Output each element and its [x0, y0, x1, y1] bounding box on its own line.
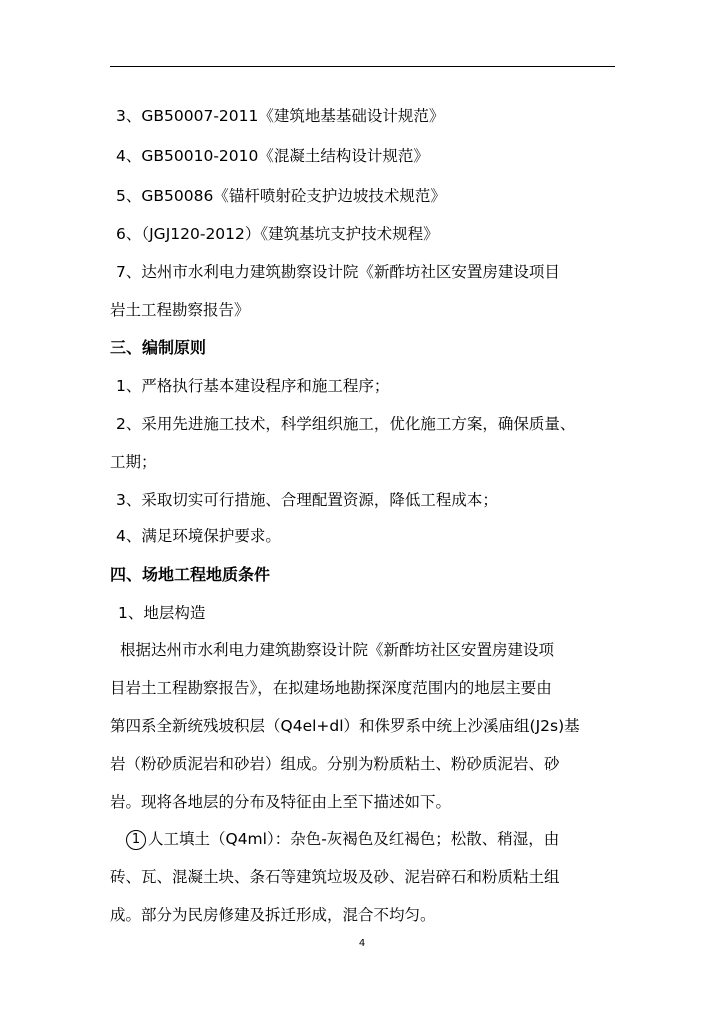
paragraph-line: 岩。现将各地层的分布及特征由上至下描述如下。 — [110, 793, 452, 811]
principle-item-4: 4、满足环境保护要求。 — [116, 527, 281, 545]
reference-item-3: 3、GB50007-2011《建筑地基基础设计规范》 — [116, 107, 445, 125]
principle-item-1: 1、严格执行基本建设程序和施工程序； — [116, 377, 390, 395]
paragraph-line: 根据达州市水利电力建筑勘察设计院《新酢坊社区安置房建设项 — [120, 641, 555, 659]
stratum-item-1 — [126, 827, 646, 851]
paragraph-line: 目岩土工程勘察报告》，在拟建场地勘探深度范围内的地层主要由 — [110, 679, 552, 697]
subheading-strata: 1、地层构造 — [118, 604, 206, 622]
paragraph-line: 第四系全新统残坡积层（Q4el+dl）和侏罗系中统上沙溪庙组(J2s)基 — [110, 717, 580, 735]
header-rule — [110, 66, 615, 67]
principle-item-2-cont: 工期； — [110, 453, 157, 471]
reference-item-5: 5、GB50086《锚杆喷射砼支护边坡技术规范》 — [116, 187, 446, 205]
stratum-item-1-text: 人工填土（Q4ml）：杂色-灰褐色及红褐色；松散、稍湿，由 — [148, 830, 560, 848]
circled-number-marker: 1 — [126, 830, 146, 850]
principle-item-2: 2、采用先进施工技术，科学组织施工，优化施工方案，确保质量、 — [116, 415, 576, 433]
paragraph-line: 岩（粉砂质泥岩和砂岩）组成。分别为粉质粘土、粉砂质泥岩、砂 — [110, 755, 560, 773]
paragraph-line: 砖、瓦、混凝土块、条石等建筑垃圾及砂、泥岩碎石和粉质粘土组 — [110, 868, 560, 886]
reference-item-7-cont: 岩土工程勘察报告》 — [110, 301, 250, 319]
reference-item-4: 4、GB50010-2010《混凝土结构设计规范》 — [116, 147, 429, 165]
section-heading-principles: 三、编制原则 — [110, 338, 207, 357]
reference-item-7: 7、达州市水利电力建筑勘察设计院《新酢坊社区安置房建设项目 — [116, 263, 560, 281]
reference-item-6: 6、（JGJ120-2012）《建筑基坑支护技术规程》 — [116, 225, 439, 243]
principle-item-3: 3、采取切实可行措施、合理配置资源，降低工程成本； — [116, 491, 498, 509]
paragraph-line: 成。部分为民房修建及拆迁形成，混合不均匀。 — [110, 906, 436, 924]
page-number: 4 — [358, 938, 366, 949]
section-heading-geology: 四、场地工程地质条件 — [110, 565, 271, 584]
